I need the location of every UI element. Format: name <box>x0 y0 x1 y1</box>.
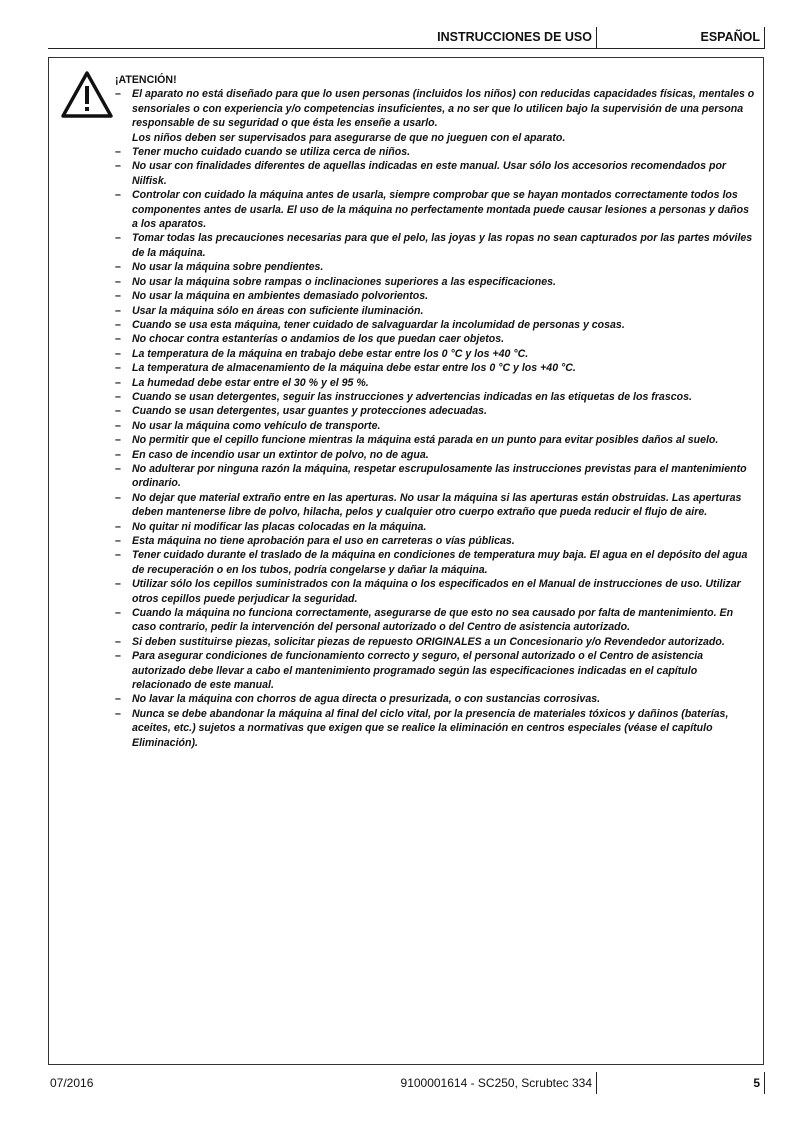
list-bullet: – <box>115 333 121 346</box>
page-number: 5 <box>753 1076 760 1090</box>
warning-item-text: Nunca se debe abandonar la máquina al final del ciclo vital, por la presencia de materiales tóxicos y dañinos (baterías, aceites, etc.) sujetos a normativas que exigen que se realice la eliminación en centros especiales (véase el capítulo Eliminación). <box>132 707 729 749</box>
warning-item-text: Tener mucho cuidado cuando se utiliza cerca de niños. <box>132 146 411 159</box>
warning-item-text: Tomar todas las precauciones necesarias para que el pelo, las joyas y las ropas no sean capturados por las partes móviles de la máquina. <box>132 232 753 259</box>
list-bullet: – <box>115 535 121 547</box>
warning-item <box>115 534 756 548</box>
list-bullet: – <box>115 650 121 663</box>
warning-item-text: No adulterar por ninguna razón la máquina, respetar escrupulosamente las instrucciones previstas para el mantenimiento ordinario. <box>132 462 747 490</box>
footer-document-id: 9100001614 - SC250, Scrubtec 334 <box>400 1076 592 1090</box>
warning-item <box>115 145 756 159</box>
list-bullet: – <box>115 707 121 720</box>
warning-item <box>115 692 756 706</box>
warning-item <box>115 649 756 692</box>
warning-item <box>115 188 756 231</box>
list-bullet: – <box>115 347 121 360</box>
warning-item <box>115 577 756 606</box>
warning-item <box>115 275 756 289</box>
header-title: INSTRUCCIONES DE USO <box>437 30 592 44</box>
list-bullet: – <box>115 318 121 331</box>
warning-item-text: Si deben sustituirse piezas, solicitar piezas de repuesto ORIGINALES a un Concesionario y/o Revendedor autorizado. <box>132 635 725 648</box>
list-bullet: – <box>115 405 121 418</box>
warning-item-text: No chocar contra estanterías o andamios de los que puedan caer objetos. <box>132 333 505 346</box>
warning-item-text: La humedad debe estar entre el 30 % y el 95 %. <box>132 376 369 389</box>
warning-item-text: Cuando la máquina no funciona correctamente, asegurarse de que esto no sea causado por falta de mantenimiento. En caso contrario, pedir la intervención del personal autorizado o del Centro de asistencia autorizado. <box>132 607 734 634</box>
list-bullet: – <box>115 88 121 101</box>
header-rule <box>48 48 765 49</box>
list-bullet: – <box>115 607 121 620</box>
warning-item-text: Cuando se usa esta máquina, tener cuidado de salvaguardar la incolumidad de personas y cosas. <box>132 318 625 331</box>
warning-item <box>115 376 756 390</box>
warning-heading: ¡ATENCIÓN! <box>115 74 177 86</box>
list-bullet: – <box>115 491 121 504</box>
warning-item <box>115 419 756 433</box>
warning-item-text: La temperatura de almacenamiento de la máquina debe estar entre los 0 °C y los +40 °C. <box>132 362 576 375</box>
warning-item-text: No quitar ni modificar las placas colocadas en la máquina. <box>132 520 427 533</box>
warning-item <box>115 289 756 303</box>
list-bullet: – <box>115 448 121 461</box>
list-bullet: – <box>115 232 121 245</box>
warning-item-text: No dejar que material extraño entre en las aperturas. No usar la máquina si las aperturas están obstruidas. Las aperturas deben mantenerse libre de polvo, hilacha, pelos y cualquier otro cuerpo extraño que pueda reducir el flujo de aire. <box>132 491 742 519</box>
warning-item <box>115 433 756 447</box>
list-bullet: – <box>115 693 121 706</box>
warning-item <box>115 347 756 361</box>
warning-item <box>115 159 756 188</box>
warning-item <box>115 390 756 404</box>
list-bullet: – <box>115 462 121 475</box>
footer-right-border <box>764 1072 765 1094</box>
list-bullet: – <box>115 390 121 403</box>
warning-item-text: Controlar con cuidado la máquina antes de usarla, siempre comprobar que se hayan montados correctamente todos los componentes antes de usarla. El uso de la máquina no perfectamente montada puede causar lesiones a personas y daños a los aparatos. <box>132 189 749 231</box>
warning-item <box>115 548 756 577</box>
warning-item <box>115 304 756 318</box>
warning-item <box>115 260 756 274</box>
list-bullet: – <box>115 275 121 288</box>
list-bullet: – <box>115 419 121 432</box>
warning-item-text: El aparato no está diseñado para que lo usen personas (incluidos los niños) con reducidas capacidades físicas, mentales o sensoriales o con experiencia y/o competencias insuficientes, a no ser que lo utilicen bajo la supervisión de una persona responsable de su seguridad o que ésta les enseñe a usarlo. <box>132 88 755 130</box>
list-bullet: – <box>115 304 121 317</box>
warning-item <box>115 87 756 130</box>
warning-item-text: No usar la máquina sobre pendientes. <box>132 261 324 274</box>
list-bullet: – <box>115 189 121 202</box>
warning-item <box>115 361 756 375</box>
list-bullet: – <box>115 434 121 447</box>
list-bullet <box>115 131 132 145</box>
warning-item <box>115 606 756 635</box>
list-bullet: – <box>115 578 121 591</box>
warning-item <box>115 318 756 332</box>
warning-item <box>115 448 756 462</box>
warning-item-text: La temperatura de la máquina en trabajo debe estar entre los 0 °C y los +40 °C. <box>132 347 529 360</box>
warning-item-text: Los niños deben ser supervisados para asegurarse de que no jueguen con el aparato. <box>132 131 566 144</box>
warning-item-text: No usar con finalidades diferentes de aquellas indicadas en este manual. Usar sólo los accesorios recomendados por Nilfisk. <box>132 160 727 187</box>
warning-item-text: No lavar la máquina con chorros de agua directa o presurizada, o con sustancias corrosivas. <box>132 693 601 706</box>
warning-item <box>115 462 756 491</box>
list-bullet: – <box>115 160 121 173</box>
warning-item-text: En caso de incendio usar un extintor de polvo, no de agua. <box>132 448 429 461</box>
list-bullet: – <box>115 362 121 375</box>
warning-item <box>115 332 756 346</box>
warning-item-text: No usar la máquina como vehículo de transporte. <box>132 419 381 432</box>
warning-content <box>115 73 756 750</box>
header-divider <box>596 27 597 48</box>
list-bullet: – <box>115 635 121 648</box>
warning-item-text: Cuando se usan detergentes, usar guantes y protecciones adecuadas. <box>132 405 488 418</box>
list-bullet: – <box>115 146 121 159</box>
warning-item-text: Usar la máquina sólo en áreas con suficiente iluminación. <box>132 304 424 317</box>
warning-item <box>115 707 756 750</box>
list-bullet: – <box>115 261 121 274</box>
warning-list <box>115 87 756 750</box>
warning-item-text: Esta máquina no tiene aprobación para el uso en carreteras o vías públicas. <box>132 535 515 547</box>
warning-item-text: Utilizar sólo los cepillos suministrados con la máquina o los especificados en el Manual de instrucciones de uso. Utilizar otros cepillos puede perjudicar la seguridad. <box>132 578 741 605</box>
warning-item-text: No usar la máquina en ambientes demasiado polvorientos. <box>132 290 429 303</box>
warning-item-text: No permitir que el cepillo funcione mientras la máquina está parada en un punto para evitar posibles daños al suelo. <box>132 434 719 447</box>
warning-item-text: Tener cuidado durante el traslado de la máquina en condiciones de temperatura muy baja. El agua en el depósito del agua de recuperación o en los tubos, podría congelarse y dañar la máquina. <box>132 549 748 576</box>
footer-divider <box>596 1072 597 1094</box>
header-right-border <box>764 27 765 48</box>
warning-item <box>115 404 756 418</box>
warning-item-text: No usar la máquina sobre rampas o inclinaciones superiores a las especificaciones. <box>132 275 556 288</box>
warning-item <box>115 491 756 520</box>
warning-item <box>115 635 756 649</box>
list-bullet: – <box>115 520 121 533</box>
header-language: ESPAÑOL <box>700 30 760 44</box>
warning-item <box>115 231 756 260</box>
footer-date: 07/2016 <box>50 1076 94 1090</box>
list-bullet: – <box>115 376 121 389</box>
list-bullet: – <box>115 549 121 562</box>
list-bullet: – <box>115 290 121 303</box>
warning-item <box>115 131 756 145</box>
warning-item-text: Cuando se usan detergentes, seguir las instrucciones y advertencias indicadas en las etiquetas de los frascos. <box>132 390 692 403</box>
warning-item-text: Para asegurar condiciones de funcionamiento correcto y seguro, el personal autorizado o el Centro de asistencia autorizado debe llevar a cabo el mantenimiento programado según las especificaciones indicadas en el capítulo relacionado de este manual. <box>132 650 704 692</box>
warning-item <box>115 520 756 534</box>
warning-triangle-icon <box>60 70 114 120</box>
